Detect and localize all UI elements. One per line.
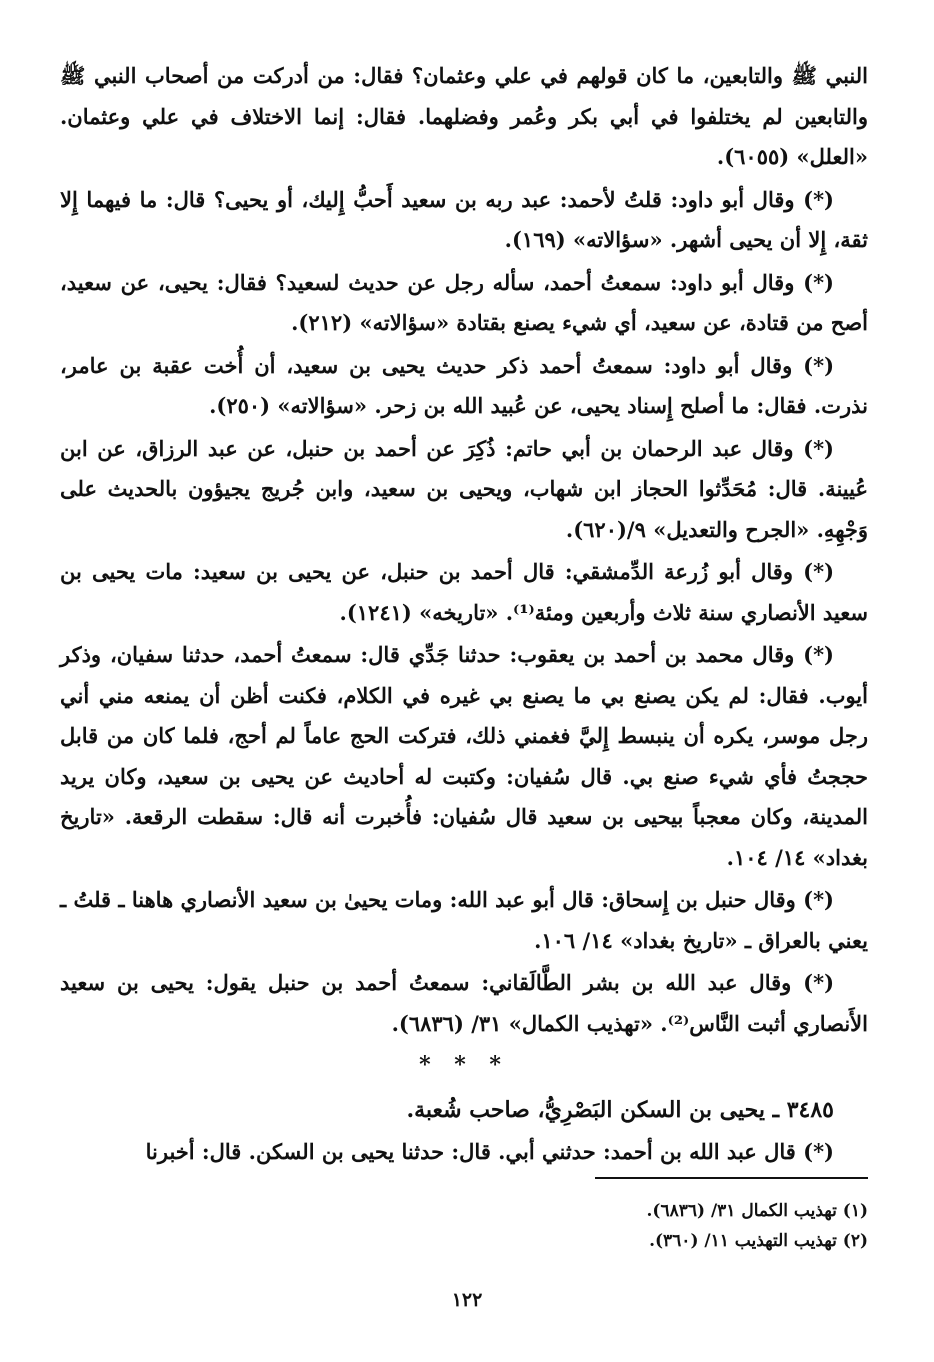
paragraph-abu-dawud-1: (*) وقال أبو داود: قلتُ لأحمد: عبد ربه بن سعيد أَحبُّ إِليك، أو يحيى؟ قال: ما فيهما إِلا ثقة، إِلا أن يحيى أشهر. «سؤالاته» (١٦٩). bbox=[60, 186, 868, 252]
paragraph-abu-zura: (*) وقال أبو زُرعة الدِّمشقي: قال أحمد بن حنبل، عن يحيى بن سعيد: مات يحيى بن سعيد الأنصاري سنة ثلاث وأربعين ومئة⁽¹⁾. «تاريخه» (١٢٤١). bbox=[60, 559, 868, 625]
page-number: ١٢٢ bbox=[451, 1289, 483, 1311]
entry-heading: ٣٤٨٥ ـ يحيى بن السكن البَصْرِيُّ، صاحب شُعبة. bbox=[406, 1097, 834, 1123]
paragraph-talaqani: (*) وقال عبد الله بن بشر الطَّالَقاني: سمعتُ أحمد بن حنبل يقول: يحيى بن سعيد الأَنصاري أثبت النَّاس⁽²⁾. «تهذيب الكمال» ٣١/ (٦٨٣٦). bbox=[60, 970, 868, 1036]
paragraph-abu-dawud-2: (*) وقال أبو داود: سمعتُ أحمد، سأله رجل عن حديث لسعيد؟ فقال: يحيى، عن سعيد، أصح من قتادة، عن سعيد، أي شيء يصنع بقتادة «سؤالاته» (٢١٢). bbox=[60, 269, 868, 335]
paragraph-continuation: النبي ﷺ والتابعين، ما كان قولهم في علي وعثمان؟ فقال: من أدركت من أصحاب النبي ﷺ والتابعين لم يختلفوا في أبي بكر وعُمر وفضلهما. فقال: إنما الاختلاف في علي وعثمان. «العلل» (٦٠٥٥). bbox=[60, 63, 868, 169]
paragraph-muhammad-ibn-ahmad: (*) وقال محمد بن أحمد بن يعقوب: حدثنا جَدِّي قال: سمعتُ أحمد، حدثنا سفيان، وذكر أيوب. فقال: لم يكن يصنع بي ما يصنع بي غيره في الكلام، فكنت أظن أن يمنعه مني أني رجل موسر، يكره أن ينبسط إِليَّ فغمني ذلك، فتركت الحج عاماً لم أحج، فلما كان من قابل حججتُ فأي شيء صنع بي. قال سُفيان: وكتبت له أحاديث عن يحيى بن سعيد، وكان يريد المدينة، وكان معجباً بيحيى بن سعيد قال سُفيان: فأُخبرت أنه قال: سقطت الرقعة. «تاريخ بغداد» ١٤/ ١٠٤. bbox=[60, 642, 868, 870]
document-body bbox=[60, 56, 868, 1175]
footnote-divider bbox=[595, 1177, 868, 1179]
section-separator: * * * bbox=[419, 1052, 509, 1078]
paragraph-last: (*) قال عبد الله بن أحمد: حدثني أبي. قال: حدثنا يحيى بن السكن. قال: أخبرنا bbox=[145, 1139, 834, 1164]
footnote-2: (٢) تهذيب التهذيب ١١/ (٣٦٠). bbox=[649, 1231, 868, 1251]
footnotes bbox=[60, 1196, 868, 1256]
paragraph-abu-dawud-3: (*) وقال أبو داود: سمعتُ أحمد ذكر حديث يحيى بن سعيد، أن أُخت عقبة بن عامر، نذرت. فقال: ما أصلح إِسناد يحيى، عن عُبيد الله بن زحر. «سؤالاته» (٢٥٠). bbox=[60, 352, 868, 418]
paragraph-hanbal: (*) وقال حنبل بن إِسحاق: قال أبو عبد الله: ومات يحيىٰ بن سعيد الأنصاري هاهنا ـ قلتُ ـ يعني بالعراق ـ «تاريخ بغداد» ١٤/ ١٠٦. bbox=[60, 887, 868, 953]
footnote-1: (١) تهذيب الكمال ٣١/ (٦٨٣٦). bbox=[646, 1201, 868, 1221]
paragraph-ibn-abi-hatim: (*) وقال عبد الرحمان بن أبي حاتم: ذُكِرَ عن أحمد بن حنبل، عن عبد الرزاق، عن ابن عُيينة. قال: مُحَدِّثوا الحجاز ابن شهاب، ويحيى بن سعيد، وابن جُريج يجيؤون بالحديث على وَجْهِهِ. «الجرح والتعديل» ٩/(٦٢٠). bbox=[60, 435, 868, 542]
